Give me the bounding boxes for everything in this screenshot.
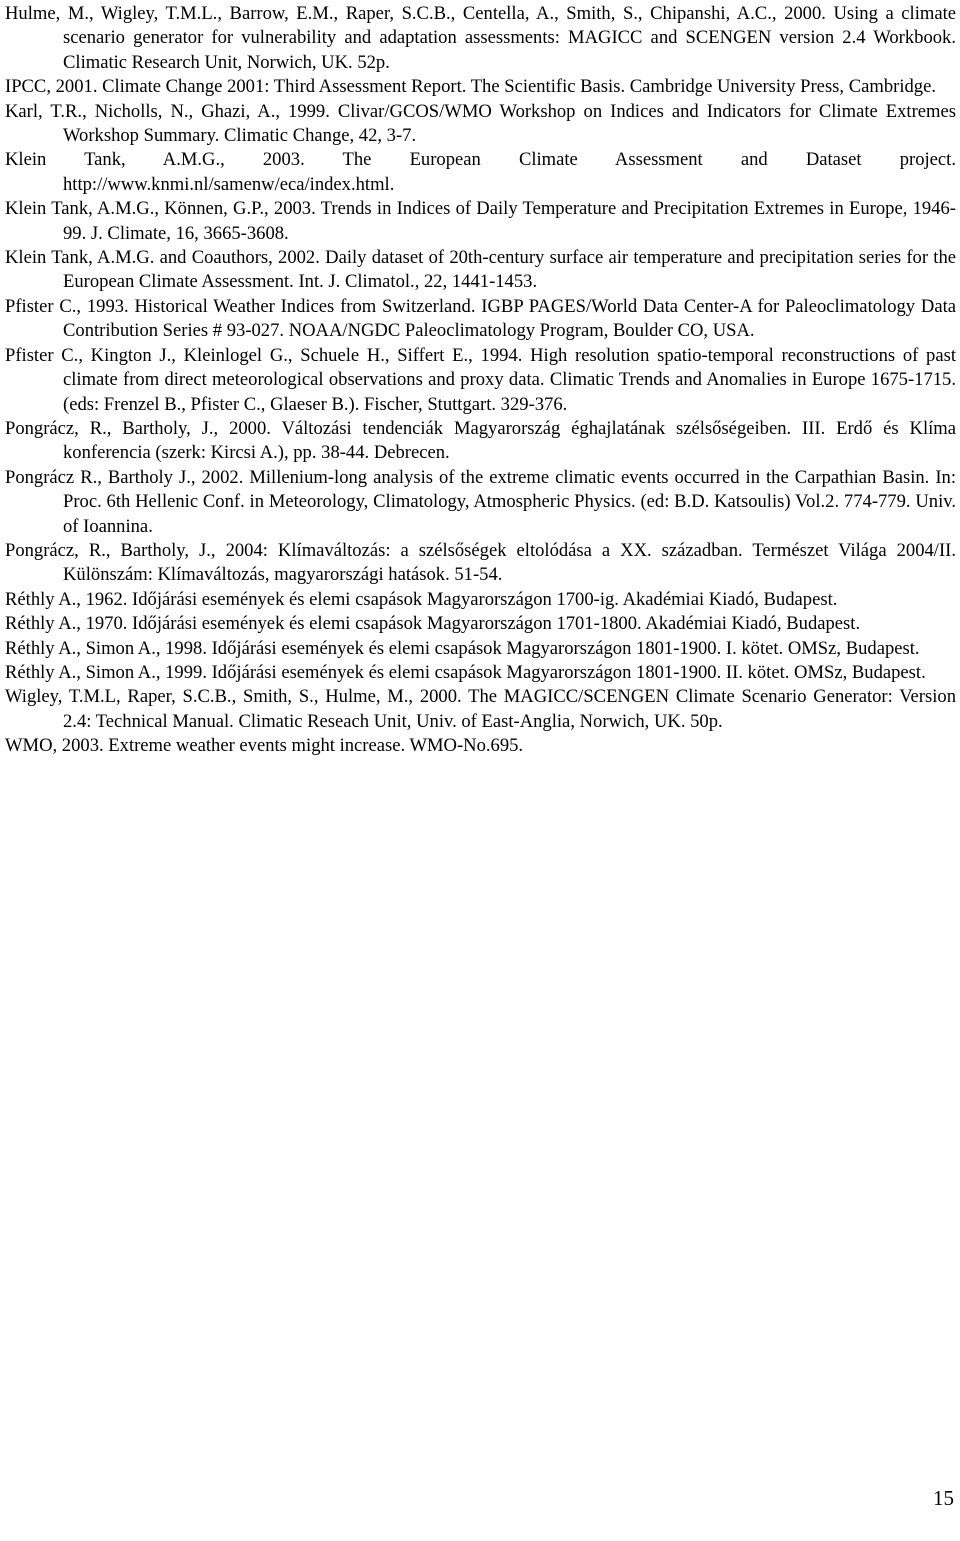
page-number: 15 <box>933 1486 954 1510</box>
reference-entry-rethly-simon-1999: Réthly A., Simon A., 1999. Időjárási események és elemi csapások Magyarországon 1801-1900. II. kötet. OMSz, Budapest. <box>5 661 926 683</box>
reference-entry-rethly-1970: Réthly A., 1970. Időjárási események és elemi csapások Magyarországon 1701-1800. Akadémiai Kiadó, Budapest. <box>5 613 861 635</box>
reference-entry-hulme-2000: Hulme, M., Wigley, T.M.L., Barrow, E.M., Raper, S.C.B., Centella, A., Smith, S., Chipanshi, A.C., 2000. Using a climate scenario generator for vulnerability and adaptation assessments: MAGICC and SCENGEN version 2.4 Workbook. Climatic Research Unit, Norwich, UK. 52p. <box>5 3 956 73</box>
reference-entry-wmo-2003: WMO, 2003. Extreme weather events might increase. WMO-No.695. <box>5 735 524 757</box>
reference-entry-rethly-simon-1998: Réthly A., Simon A., 1998. Időjárási események és elemi csapások Magyarországon 1801-1900. I. kötet. OMSz, Budapest. <box>5 637 920 659</box>
reference-entry-karl-1999: Karl, T.R., Nicholls, N., Ghazi, A., 1999. Clivar/GCOS/WMO Workshop on Indices and Indicators for Climate Extremes Workshop Summary. Climatic Change, 42, 3-7. <box>5 100 956 147</box>
reference-entry-pongracz-2002: Pongrácz R., Bartholy J., 2002. Millenium-long analysis of the extreme climatic events occurred in the Carpathian Basin. In: Proc. 6th Hellenic Conf. in Meteorology, Climatology, Atmospheric Physics. (ed: B.D. Katsoulis) Vol.2. 774-779. Univ. of Ioannina. <box>5 466 956 537</box>
reference-entry-pfister-1994: Pfister C., Kington J., Kleinlogel G., Schuele H., Siffert E., 1994. High resolution spatio-temporal reconstructions of past climate from direct meteorological observations and proxy data. Climatic Trends and Anomalies in Europe 1675-1715. (eds: Frenzel B., Pfister C., Glaeser B.). Fischer, Stuttgart. 329-376. <box>5 344 956 415</box>
reference-entry-klein-tank-2002: Klein Tank, A.M.G. and Coauthors, 2002. Daily dataset of 20th-century surface air temperature and precipitation series for the European Climate Assessment. Int. J. Climatol., 22, 1441-1453. <box>5 247 956 293</box>
reference-entry-klein-tank-2003b: Klein Tank, A.M.G., Können, G.P., 2003. Trends in Indices of Daily Temperature and Precipitation Extremes in Europe, 1946-99. J. Climate, 16, 3665-3608. <box>5 198 956 244</box>
reference-entry-pongracz-2000: Pongrácz, R., Bartholy, J., 2000. Változási tendenciák Magyarország éghajlatának szélsőségeiben. III. Erdő és Klíma konferencia (szerk: Kircsi A.), pp. 38-44. Debrecen. <box>5 417 956 464</box>
reference-entry-wigley-2000: Wigley, T.M.L, Raper, S.C.B., Smith, S., Hulme, M., 2000. The MAGICC/SCENGEN Climate Scenario Generator: Version 2.4: Technical Manual. Climatic Reseach Unit, Univ. of East-Anglia, Norwich, UK. 50p. <box>5 686 956 732</box>
reference-entry-rethly-1962: Réthly A., 1962. Időjárási események és elemi csapások Magyarországon 1700-ig. Akadémiai Kiadó, Budapest. <box>5 588 838 610</box>
reference-entry-ipcc-2001: IPCC, 2001. Climate Change 2001: Third Assessment Report. The Scientific Basis. Cambridge University Press, Cambridge. <box>5 76 936 98</box>
reference-entry-pfister-1993: Pfister C., 1993. Historical Weather Indices from Switzerland. IGBP PAGES/World Data Center-A for Paleoclimatology Data Contribution Series # 93-027. NOAA/NGDC Paleoclimatology Program, Boulder CO, USA. <box>5 295 956 342</box>
reference-list <box>5 2 956 759</box>
reference-entry-pongracz-2004: Pongrácz, R., Bartholy, J., 2004: Klímaváltozás: a szélsőségek eltolódása a XX. században. Természet Világa 2004/II. Különszám: Klímaváltozás, magyarországi hatások. 51-54. <box>5 539 956 586</box>
reference-entry-klein-tank-2003a: Klein Tank, A.M.G., 2003. The European Climate Assessment and Dataset project. http://www.knmi.nl/samenw/eca/index.html. <box>5 149 956 195</box>
